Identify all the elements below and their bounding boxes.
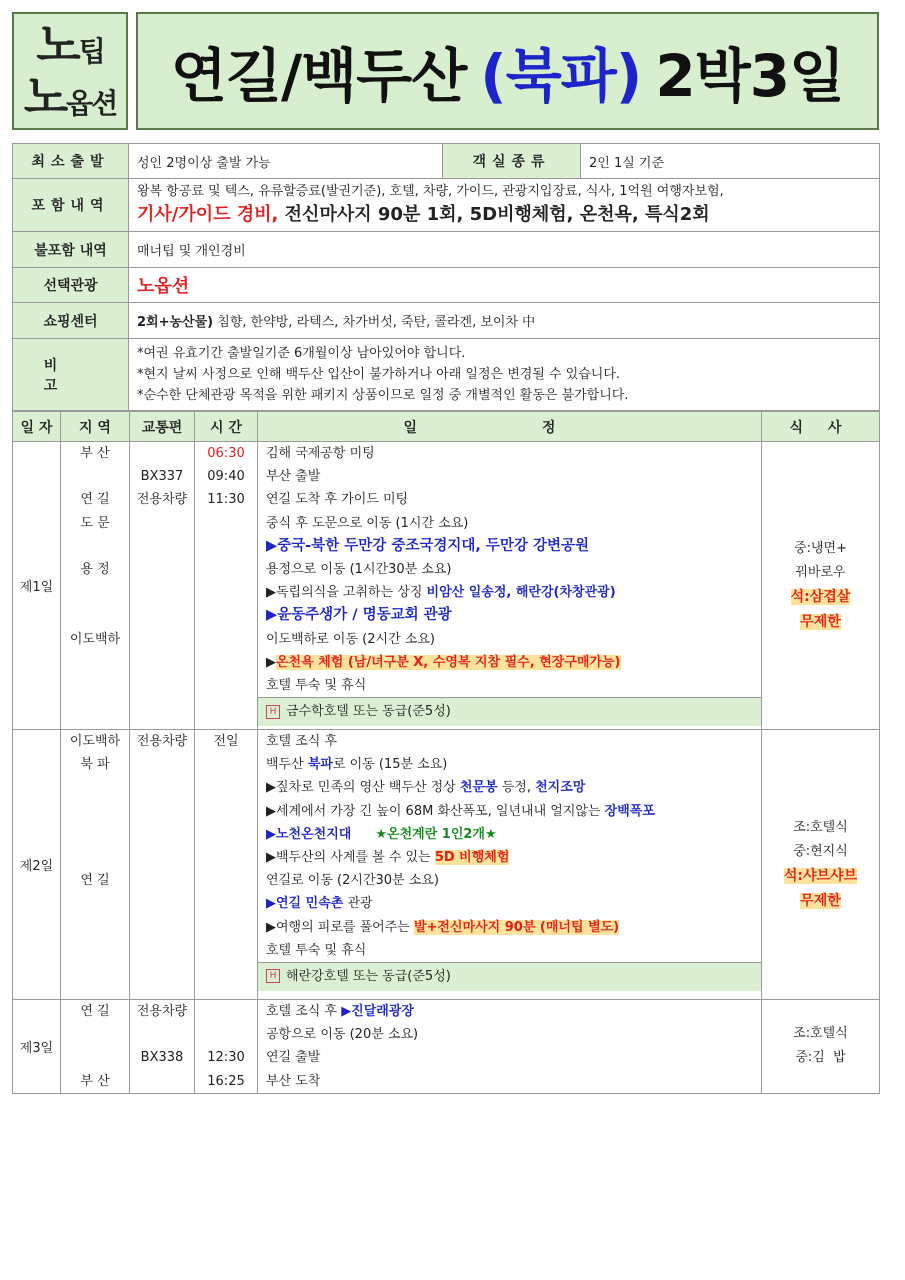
day3-itinerary: 호텔 조식 후 ▶진달래광장 공항으로 이동 (20분 소요) 연길 출발 부산 도착 — [258, 1000, 762, 1094]
shopping-label: 쇼핑센터 — [13, 303, 129, 339]
day3-meals: 조:호텔식 중:김 밥 — [762, 1000, 880, 1094]
day2-itinerary: 호텔 조식 후 백두산 북파로 이동 (15분 소요) ▶짚차로 민족의 영산 백두산 정상 천문봉 등정, 천지조망 ▶세계에서 가장 긴 높이 68M 화산폭포, 일년내내 얼지않는 장백폭포 ▶노천온천지대 ★온천계란 1인2개★ ▶백두산의 사계를 볼 수 있는 5D 비행체험 연길로 이동 (2시간30분 소요) ▶연길 민속촌 관광 ▶여행의 피로를 풀어주는 발+전신마사지 90분 (매너팁 별도) 호텔 투숙 및 휴식 H 해란강호텔 또는 동급(준5성) — [258, 730, 762, 1000]
day1-regions: 부 산 연 길 도 문 용 정 이도백하 — [61, 442, 130, 730]
schedule-table — [12, 411, 880, 1094]
col-header-itinerary: 일 정 — [258, 412, 762, 442]
room-type-value: 2인 1실 기준 — [581, 144, 880, 179]
included-label: 포함내역 — [13, 179, 129, 232]
day1-transport: BX337 전용차량 — [130, 442, 195, 730]
day3-times: 12:30 16:25 — [195, 1000, 258, 1094]
day2-meals: 조:호텔식 중:현지식 석:샤브샤브 무제한 — [762, 730, 880, 1000]
day2-times: 전일 — [195, 730, 258, 1000]
day3-label: 제3일 — [13, 1000, 61, 1094]
day1-times: 06:30 09:40 11:30 — [195, 442, 258, 730]
hotel-icon: H — [266, 969, 280, 983]
day2-transport: 전용차량 — [130, 730, 195, 1000]
logo-box — [12, 12, 128, 130]
day3-regions: 연 길 부 산 — [61, 1000, 130, 1094]
day3-row — [13, 1000, 880, 1094]
col-header-region: 지 역 — [61, 412, 130, 442]
day2-regions: 이도백하 북 파 연 길 — [61, 730, 130, 1000]
day3-transport: 전용차량 BX338 — [130, 1000, 195, 1094]
day1-itinerary: 김해 국제공항 미팅 부산 출발 연길 도착 후 가이드 미팅 중식 후 도문으로 이동 (1시간 소요) ▶중국-북한 두만강 중조국경지대, 두만강 강변공원 용정으로 이동 (1시간30분 소요) ▶독립의식을 고취하는 상징 비암산 일송정, 해란강(차창관광) ▶윤동주생가 / 명동교회 관광 이도백하로 이동 (2시간 소요) ▶온천욕 체험 (남/녀구분 X, 수영복 지참 필수, 현장구매가능) 호텔 투숙 및 휴식 H 금수학호텔 또는 동급(준5성) — [258, 442, 762, 730]
day2-hotel: H 해란강호텔 또는 동급(준5성) — [258, 962, 761, 991]
room-type-label: 객실종류 — [443, 144, 581, 179]
optional-tour-value: 노옵션 — [129, 268, 880, 303]
day1-meals: 중:냉면+ 꿔바로우 석:삼겹살 무제한 — [762, 442, 880, 730]
page-title: 연길/백두산 (북파) 2박3일 — [136, 12, 879, 130]
excluded-value: 매너팁 및 개인경비 — [129, 232, 880, 268]
info-table — [12, 143, 880, 411]
day2-label: 제2일 — [13, 730, 61, 1000]
day1-label: 제1일 — [13, 442, 61, 730]
remarks-label: 비 고 — [13, 339, 129, 411]
logo-line2: 노옵션 — [23, 70, 117, 124]
day1-hotel: H 금수학호텔 또는 동급(준5성) — [258, 697, 761, 726]
col-header-day: 일 자 — [13, 412, 61, 442]
hotel-icon: H — [266, 705, 280, 719]
col-header-meals: 식 사 — [762, 412, 880, 442]
remarks-value: *여권 유효기간 출발일기준 6개월이상 남아있어야 합니다. *현지 날씨 사정으로 인해 백두산 입산이 불가하거나 아래 일정은 변경될 수 있습니다. *순수한 단체관광 목적을 위한 패키지 상품이므로 일정 중 개별적인 활동은 불가합니다. — [129, 339, 880, 411]
min-departure-value: 성인 2명이상 출발 가능 — [129, 144, 443, 179]
excluded-label: 불포함 내역 — [13, 232, 129, 268]
optional-tour-label: 선택관광 — [13, 268, 129, 303]
day2-row — [13, 730, 880, 1000]
included-value: 왕복 항공료 및 텍스, 유류할증료(발권기준), 호텔, 차량, 가이드, 관광지입장료, 식사, 1억원 여행자보험, 기사/가이드 경비, 전신마사지 90분 1회, 5D비행체험, 온천욕, 특식2회 — [129, 179, 880, 232]
shopping-value: 2회+농산물) 침향, 한약방, 라텍스, 차가버섯, 죽탄, 콜라겐, 보이차 中 — [129, 303, 880, 339]
day1-row — [13, 442, 880, 730]
min-departure-label: 최소출발 — [13, 144, 129, 179]
logo-line1: 노팁 — [36, 18, 104, 72]
col-header-time: 시 간 — [195, 412, 258, 442]
col-header-transport: 교통편 — [130, 412, 195, 442]
